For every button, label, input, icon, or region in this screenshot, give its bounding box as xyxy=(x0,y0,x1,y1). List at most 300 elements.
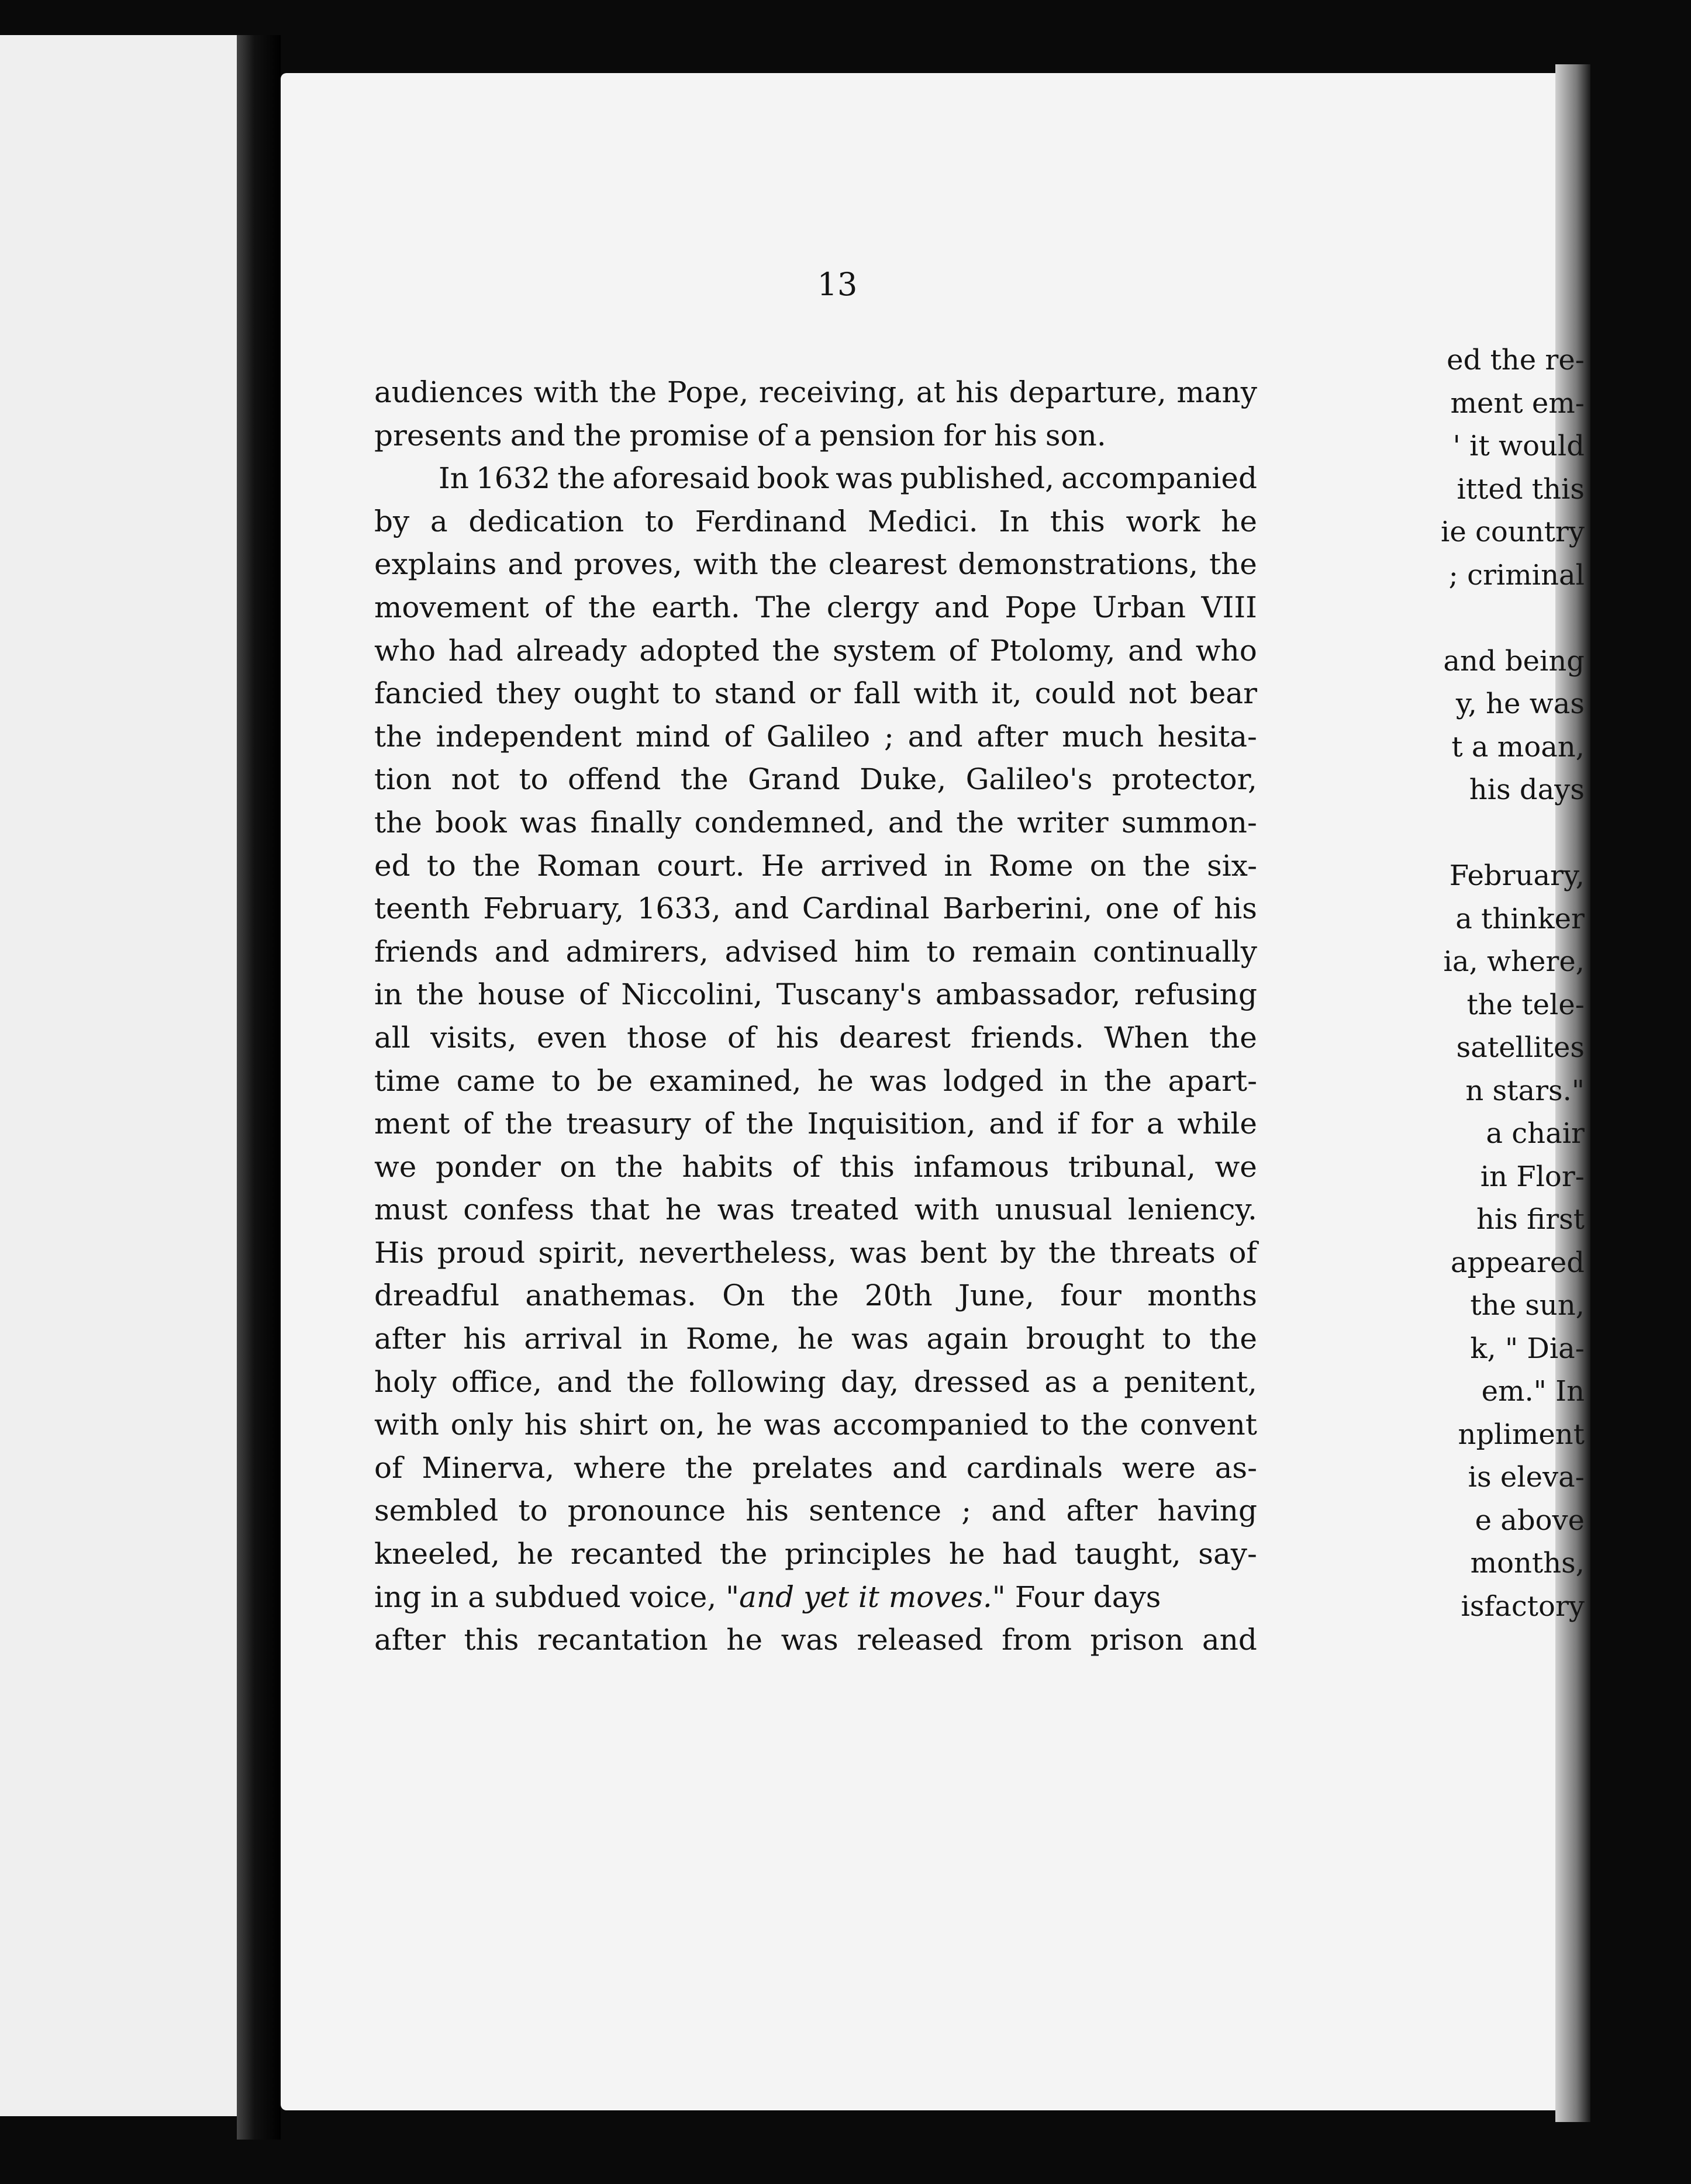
word: he xyxy=(716,1408,753,1442)
left-text-fragment: em." In xyxy=(1481,1375,1585,1408)
word: his xyxy=(463,1322,507,1356)
word: demonstrations, xyxy=(958,547,1199,582)
word: after xyxy=(374,1623,446,1657)
word: treasury xyxy=(566,1107,691,1141)
text-line xyxy=(374,371,1257,414)
word: visits, xyxy=(430,1020,517,1055)
left-text-fragment: ' it would xyxy=(1452,430,1585,462)
word: In xyxy=(999,504,1030,538)
text-line xyxy=(374,630,1257,673)
word: was xyxy=(520,805,578,839)
word: say- xyxy=(1198,1537,1257,1571)
page-number xyxy=(0,266,1691,303)
word: Pope, xyxy=(667,375,749,409)
left-gap xyxy=(1339,597,1585,640)
text-line xyxy=(374,973,1257,1017)
word: the xyxy=(374,805,422,839)
word: Medici. xyxy=(867,504,978,538)
text-line xyxy=(374,586,1257,630)
word: treated xyxy=(790,1193,899,1227)
word: was xyxy=(850,1235,907,1270)
word: clergy xyxy=(826,590,919,624)
word: of xyxy=(544,590,573,624)
word: to xyxy=(1162,1322,1192,1356)
text-line xyxy=(374,1318,1257,1361)
word: Duke, xyxy=(860,762,947,797)
word: Galileo xyxy=(766,719,871,754)
word: be xyxy=(596,1063,633,1098)
word: work xyxy=(1126,504,1200,538)
word: Pope xyxy=(1005,590,1077,624)
word: to xyxy=(672,676,702,711)
word: in xyxy=(1060,1063,1088,1098)
word: bear xyxy=(1189,676,1257,711)
word: audiences xyxy=(374,375,524,409)
quote-italic: and yet it moves. xyxy=(739,1580,992,1614)
word: one xyxy=(1105,891,1159,926)
word: confess xyxy=(463,1193,574,1227)
word: teenth xyxy=(374,891,470,926)
word: of xyxy=(463,1107,492,1141)
text-line xyxy=(374,1274,1257,1318)
word: were xyxy=(1121,1450,1196,1485)
left-text-fragment: ie country xyxy=(1441,516,1585,548)
word: condemned, xyxy=(694,805,875,839)
word: refusing xyxy=(1134,977,1257,1012)
word: brought xyxy=(1026,1322,1145,1356)
word: continually xyxy=(1093,934,1257,969)
word: after xyxy=(1066,1494,1138,1528)
word: who xyxy=(1195,633,1257,668)
word: after xyxy=(374,1322,446,1356)
text-line xyxy=(374,672,1257,716)
word: The xyxy=(755,590,812,624)
word: Niccolini, xyxy=(621,977,763,1012)
word: 1632 xyxy=(475,461,551,496)
left-page-text xyxy=(1339,339,1585,1628)
left-text-fragment: ia, where, xyxy=(1443,945,1585,978)
word: to xyxy=(426,848,456,883)
word: Grand xyxy=(747,762,840,797)
word: fancied xyxy=(374,676,484,711)
word: and xyxy=(888,805,943,839)
word: earth. xyxy=(651,590,740,624)
word: office, xyxy=(451,1364,542,1399)
word: threats xyxy=(1109,1235,1216,1270)
word: only xyxy=(450,1408,513,1442)
word: infamous xyxy=(913,1149,1050,1184)
word: he xyxy=(517,1537,554,1571)
left-text-fragment: his first xyxy=(1476,1203,1585,1236)
paragraph xyxy=(374,371,1257,457)
word: was xyxy=(869,1063,927,1098)
word: offend xyxy=(567,762,661,797)
text-line xyxy=(374,887,1257,931)
word: receiving, xyxy=(758,375,906,409)
word: aforesaid xyxy=(612,461,750,496)
word: released xyxy=(857,1623,983,1657)
text-line xyxy=(374,1103,1257,1146)
word: bent xyxy=(920,1235,987,1270)
word: protector, xyxy=(1112,762,1257,797)
text-line xyxy=(374,1017,1257,1060)
word: four xyxy=(1060,1278,1121,1313)
word: while xyxy=(1177,1107,1257,1141)
word: where xyxy=(574,1450,667,1485)
word: was xyxy=(764,1408,822,1442)
word: already xyxy=(516,633,627,668)
word: penitent, xyxy=(1124,1364,1257,1399)
text-line xyxy=(374,1232,1257,1275)
word: Urban xyxy=(1092,590,1186,624)
word: and xyxy=(1128,633,1183,668)
word: independent xyxy=(436,719,622,754)
word: kneeled, xyxy=(374,1537,501,1571)
word: mind xyxy=(635,719,710,754)
word: recantation xyxy=(537,1623,708,1657)
text-line xyxy=(374,1146,1257,1189)
word: Rome xyxy=(988,848,1074,883)
word: as- xyxy=(1214,1450,1257,1485)
text-line xyxy=(374,543,1257,586)
word: of xyxy=(579,977,608,1012)
word: his xyxy=(955,375,999,409)
word: and xyxy=(989,1107,1044,1141)
word: if xyxy=(1057,1107,1078,1141)
word: prison xyxy=(1090,1623,1184,1657)
word: the xyxy=(685,1450,733,1485)
quote-before: ing in a subdued voice, " xyxy=(374,1580,740,1614)
left-text-fragment: months, xyxy=(1470,1547,1585,1580)
word: prelates xyxy=(752,1450,874,1485)
left-text-fragment: February, xyxy=(1449,859,1585,892)
word: and xyxy=(907,719,963,754)
text-line xyxy=(374,1533,1257,1576)
word: June, xyxy=(958,1278,1034,1313)
word: proves, xyxy=(574,547,682,582)
left-text-fragment: e above xyxy=(1475,1504,1585,1537)
word: this xyxy=(464,1623,519,1657)
word: or xyxy=(809,676,841,711)
word: the xyxy=(680,762,729,797)
word: movement xyxy=(374,590,529,624)
word: tribunal, xyxy=(1068,1149,1196,1184)
word: book xyxy=(757,461,829,496)
word: he xyxy=(1221,504,1257,538)
word: of xyxy=(757,418,786,452)
word: finally xyxy=(590,805,682,839)
word: much xyxy=(1062,719,1144,754)
word: Galileo's xyxy=(965,762,1093,797)
word: the xyxy=(746,1107,794,1141)
word: could xyxy=(1034,676,1116,711)
word: dreadful xyxy=(374,1278,500,1313)
word: in xyxy=(944,848,972,883)
word: tion xyxy=(374,762,432,797)
word: time xyxy=(374,1063,441,1098)
text-line xyxy=(374,1060,1257,1103)
word: day, xyxy=(840,1364,899,1399)
word: and xyxy=(510,418,565,452)
word: the xyxy=(626,1364,675,1399)
word: not xyxy=(451,762,500,797)
word: ought xyxy=(573,676,660,711)
word: hesita- xyxy=(1157,719,1257,754)
text-line xyxy=(374,1404,1257,1447)
word: of xyxy=(792,1149,821,1184)
left-text-fragment: itted this xyxy=(1457,472,1585,506)
word: recanted xyxy=(570,1537,703,1571)
left-text-fragment: in Flor- xyxy=(1480,1160,1585,1193)
word: those xyxy=(627,1020,708,1055)
word: shirt xyxy=(578,1408,648,1442)
word: his xyxy=(1214,891,1257,926)
left-gap xyxy=(1339,812,1585,855)
word: it, xyxy=(991,676,1022,711)
left-text-fragment: npliment xyxy=(1458,1418,1585,1451)
word: of xyxy=(374,1450,403,1485)
word: advised xyxy=(724,934,838,969)
word: published, xyxy=(900,461,1055,496)
word: and xyxy=(934,590,989,624)
word: examined, xyxy=(648,1063,802,1098)
word: not xyxy=(1129,676,1177,711)
word: by xyxy=(1000,1235,1036,1270)
word: the xyxy=(472,848,520,883)
word: VIII xyxy=(1201,590,1257,624)
word: as xyxy=(1044,1364,1077,1399)
text-line xyxy=(374,1490,1257,1533)
word: February, xyxy=(483,891,624,926)
word: the xyxy=(374,719,422,754)
word: Barberini, xyxy=(943,891,1093,926)
left-text-fragment: y, he was xyxy=(1455,687,1585,720)
text-line xyxy=(374,801,1257,845)
word: Roman xyxy=(537,848,641,883)
word: all xyxy=(374,1020,410,1055)
word: the xyxy=(956,805,1005,839)
left-text-fragment: and being xyxy=(1443,644,1585,678)
text-line xyxy=(374,1361,1257,1404)
word: explains xyxy=(374,547,497,582)
word: from xyxy=(1002,1623,1072,1657)
word: holy xyxy=(374,1364,437,1399)
word: by xyxy=(374,504,410,538)
word: that xyxy=(589,1193,650,1227)
word: came xyxy=(456,1063,536,1098)
word: house xyxy=(477,977,565,1012)
word: Tuscany's xyxy=(776,977,922,1012)
word: admirers, xyxy=(565,934,709,969)
word: and xyxy=(1202,1623,1257,1657)
word: system xyxy=(833,633,936,668)
word: the xyxy=(557,461,606,496)
left-text-fragment: the tele- xyxy=(1466,988,1585,1021)
word: his xyxy=(775,1020,819,1055)
word: son. xyxy=(1045,418,1106,452)
word: the xyxy=(1209,1020,1257,1055)
word: the xyxy=(505,1107,553,1141)
word: Ptolomy, xyxy=(989,633,1116,668)
paragraph xyxy=(374,457,1257,1575)
word: after xyxy=(976,719,1048,754)
left-text-fragment: n stars." xyxy=(1465,1074,1585,1107)
word: cardinals xyxy=(966,1450,1103,1485)
word: of xyxy=(727,1020,756,1055)
word: of xyxy=(1228,1235,1257,1270)
word: anathemas. xyxy=(525,1278,696,1313)
word: arrival xyxy=(524,1322,623,1356)
word: with xyxy=(693,547,758,582)
text-line xyxy=(374,414,1257,458)
word: stand xyxy=(714,676,796,711)
text-line xyxy=(374,1447,1257,1490)
word: in xyxy=(374,977,403,1012)
word: a xyxy=(793,418,812,452)
word: they xyxy=(496,676,561,711)
word: with xyxy=(533,375,599,409)
word: the xyxy=(615,1149,663,1184)
word: the xyxy=(1081,1408,1129,1442)
left-text-fragment: the sun, xyxy=(1470,1289,1585,1322)
word: and xyxy=(892,1450,948,1485)
word: to xyxy=(518,1494,548,1528)
word: Inquisition, xyxy=(807,1107,976,1141)
word: to xyxy=(644,504,674,538)
word: ; xyxy=(884,719,894,754)
word: fall xyxy=(853,676,901,711)
left-page xyxy=(0,35,251,2116)
quote-line xyxy=(374,1576,1161,1619)
word: ponder xyxy=(435,1149,541,1184)
word: unusual xyxy=(995,1193,1112,1227)
text-line xyxy=(374,931,1257,974)
word: taught, xyxy=(1074,1537,1181,1571)
word: the xyxy=(609,375,657,409)
word: having xyxy=(1157,1494,1257,1528)
word: His xyxy=(374,1235,425,1270)
text-line xyxy=(374,1576,1257,1619)
word: his xyxy=(524,1408,568,1442)
word: arrived xyxy=(820,848,928,883)
word: 20th xyxy=(864,1278,933,1313)
word: the xyxy=(791,1278,839,1313)
left-text-fragment: appeared xyxy=(1450,1246,1585,1279)
word: the xyxy=(416,977,464,1012)
word: with xyxy=(913,676,979,711)
word: and xyxy=(508,547,563,582)
word: six- xyxy=(1207,848,1257,883)
word: was xyxy=(851,1322,909,1356)
left-text-fragment: ment em- xyxy=(1450,386,1585,420)
word: adopted xyxy=(639,633,760,668)
text-line xyxy=(374,845,1257,888)
text-line xyxy=(374,457,1257,500)
word: and xyxy=(991,1494,1047,1528)
word: the xyxy=(1104,1063,1152,1098)
word: to xyxy=(1040,1408,1069,1442)
word: remain xyxy=(972,934,1077,969)
word: a xyxy=(430,504,448,538)
word: ; xyxy=(961,1494,972,1528)
word: he xyxy=(797,1322,834,1356)
word: following xyxy=(689,1364,826,1399)
left-text-fragment: is eleva- xyxy=(1468,1461,1585,1494)
word: dearest xyxy=(839,1020,951,1055)
word: even xyxy=(537,1020,607,1055)
word: He xyxy=(761,848,804,883)
text-line xyxy=(374,1188,1257,1232)
text-line xyxy=(374,758,1257,801)
book-gutter xyxy=(237,35,281,2140)
word: of xyxy=(1172,891,1201,926)
word: him xyxy=(854,934,910,969)
word: principles xyxy=(784,1537,932,1571)
left-text-fragment: his days xyxy=(1469,773,1585,806)
word: of xyxy=(724,719,753,754)
word: the xyxy=(719,1537,768,1571)
word: sentence xyxy=(809,1494,942,1528)
word: the xyxy=(1143,848,1191,883)
word: with xyxy=(374,1408,440,1442)
word: ed xyxy=(374,848,410,883)
word: the xyxy=(769,547,817,582)
word: of xyxy=(704,1107,733,1141)
word: the xyxy=(1209,547,1257,582)
word: this xyxy=(839,1149,895,1184)
word: in xyxy=(640,1322,668,1356)
word: had xyxy=(1002,1537,1058,1571)
word: presents xyxy=(374,418,502,452)
left-text-fragment: k, " Dia- xyxy=(1470,1332,1585,1365)
word: pronounce xyxy=(567,1494,726,1528)
text-line xyxy=(374,1619,1257,1662)
left-text-fragment: a chair xyxy=(1486,1117,1585,1150)
word: accompanied xyxy=(1061,461,1257,496)
word: to xyxy=(551,1063,581,1098)
quote-after: " Four days xyxy=(992,1580,1161,1614)
word: he xyxy=(665,1193,702,1227)
word: a xyxy=(1092,1364,1109,1399)
word: was xyxy=(781,1623,838,1657)
word: on xyxy=(1089,848,1127,883)
word: spirit, xyxy=(538,1235,626,1270)
word: at xyxy=(916,375,945,409)
word: and xyxy=(734,891,789,926)
word: many xyxy=(1176,375,1257,409)
word: apart- xyxy=(1168,1063,1257,1098)
word: Minerva, xyxy=(422,1450,555,1485)
word: was xyxy=(836,461,893,496)
word: with xyxy=(914,1193,979,1227)
word: friends xyxy=(374,934,478,969)
word: departure, xyxy=(1009,375,1167,409)
text-line xyxy=(374,500,1257,544)
word: of xyxy=(948,633,978,668)
word: who xyxy=(374,633,436,668)
body-text xyxy=(374,371,1257,1662)
left-text-fragment: isfactory xyxy=(1461,1589,1585,1623)
word: a xyxy=(1146,1107,1164,1141)
left-text-fragment: ; criminal xyxy=(1448,558,1585,592)
text-line xyxy=(374,716,1257,759)
word: the xyxy=(1209,1322,1257,1356)
word: his xyxy=(994,418,1037,452)
word: When xyxy=(1104,1020,1189,1055)
word: was xyxy=(717,1193,775,1227)
left-text-fragment: ed the re- xyxy=(1447,344,1585,376)
word: lodged xyxy=(943,1063,1044,1098)
